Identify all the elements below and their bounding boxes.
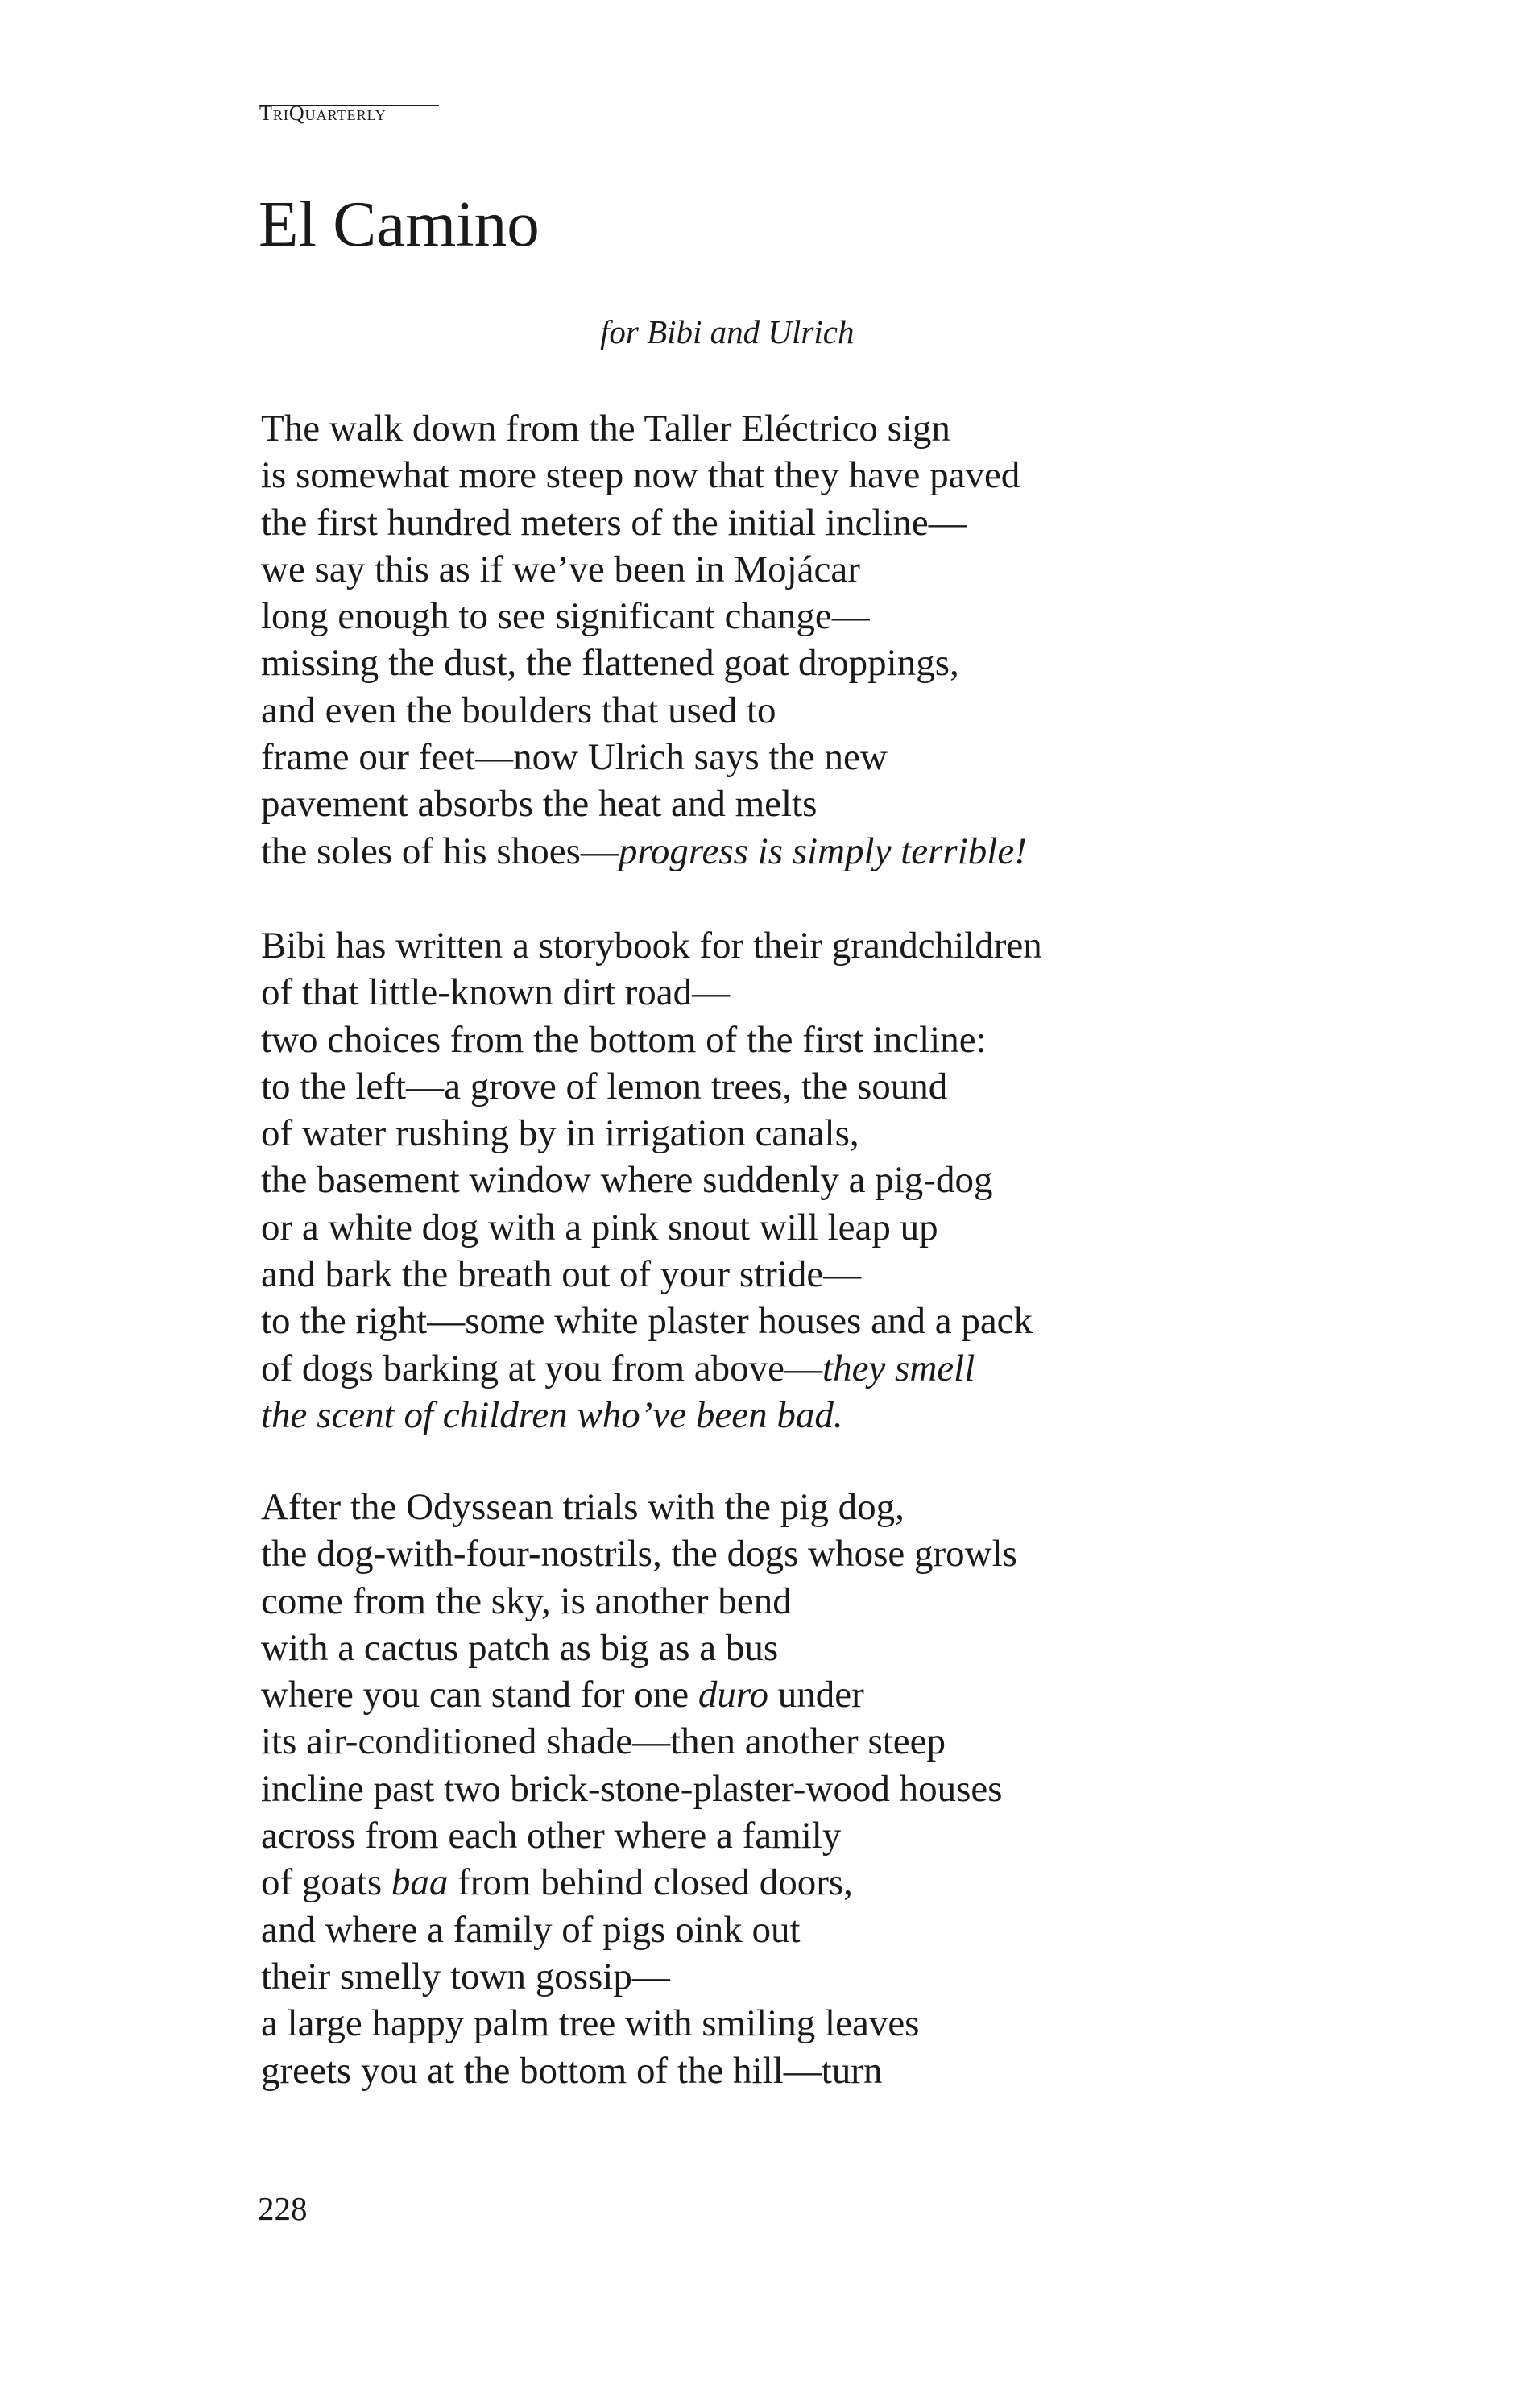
poem-line <box>261 828 1276 875</box>
poem-line-italic: duro <box>698 1674 768 1716</box>
poem-line-roman: under <box>768 1674 864 1716</box>
poem-line: missing the dust, the flattened goat droppings, <box>261 642 959 685</box>
poem-line: pavement absorbs the heat and melts <box>261 783 818 826</box>
poem-line: long enough to see significant change— <box>261 595 870 638</box>
poem-title: El Camino <box>259 188 540 260</box>
poem-line: the first hundred meters of the initial incline— <box>261 501 967 544</box>
poem-line <box>261 1345 1276 1392</box>
poem-line-italic: progress is simply terrible! <box>618 830 1027 872</box>
poem-line: we say this as if we’ve been in Mojácar <box>261 548 860 590</box>
running-head-rest: ri <box>272 101 289 125</box>
poem-line: is somewhat more steep now that they have paved <box>261 454 1020 497</box>
poem-line: and bark the breath out of your stride— <box>261 1253 862 1296</box>
stanza-2 <box>261 922 1276 1439</box>
page-number: 228 <box>258 2190 308 2227</box>
poem-line: the basement window where suddenly a pig-dog <box>261 1159 993 1202</box>
poem-line-italic: the scent of children who’ve been bad. <box>261 1393 843 1436</box>
poem-line <box>261 1392 1276 1439</box>
running-head-rest-2: uarterly <box>304 101 387 125</box>
poem-line: of water rushing by in irrigation canals, <box>261 1112 859 1155</box>
poem-line: frame our feet—now Ulrich says the new <box>261 736 888 779</box>
poem-line: to the left—a grove of lemon trees, the sound <box>261 1065 948 1107</box>
poem-line: to the right—some white plaster houses and a pack <box>261 1300 1033 1343</box>
poem-line: and even the boulders that used to <box>261 689 776 731</box>
poem-line: greets you at the bottom of the hill—turn <box>261 2049 883 2092</box>
poem-line: with a cactus patch as big as a bus <box>261 1626 779 1669</box>
poem-line-roman: from behind closed doors, <box>448 1861 853 1904</box>
poem-line-roman: of goats <box>261 1861 391 1904</box>
poem-line-italic: baa <box>391 1861 449 1904</box>
poem-dedication: for Bibi and Ulrich <box>600 313 855 350</box>
running-head-initial: T <box>259 101 273 125</box>
poem-line: The walk down from the Taller Eléctrico sign <box>261 408 950 449</box>
poem-line: across from each other where a family <box>261 1815 842 1857</box>
poem-line-italic: they smell <box>822 1347 975 1389</box>
poem-line: After the Odyssean trials with the pig dog, <box>261 1486 905 1528</box>
poem-line-roman: the soles of his shoes— <box>261 830 619 872</box>
poem-line: two choices from the bottom of the first incline: <box>261 1018 987 1061</box>
poem-line: come from the sky, is another bend <box>261 1579 792 1622</box>
poem-line <box>261 1859 1276 1906</box>
poem-line: and where a family of pigs oink out <box>261 1908 801 1951</box>
poem-line: their smelly town gossip— <box>261 1955 670 1998</box>
stanza-1 <box>261 405 1276 875</box>
poem-line: of that little-known dirt road— <box>261 971 731 1014</box>
poem-line-roman: where you can stand for one <box>261 1674 698 1716</box>
poem-line: its air-conditioned shade—then another steep <box>261 1720 946 1763</box>
stanza-3 <box>261 1484 1276 2094</box>
poem-line: or a white dog with a pink snout will leap up <box>261 1206 938 1248</box>
poem-line: Bibi has written a storybook for their grandchildren <box>261 925 1042 967</box>
poem-line-roman: of dogs barking at you from above— <box>261 1347 823 1389</box>
running-head-initial-2: Q <box>288 101 305 125</box>
poem-line: incline past two brick-stone-plaster-wood houses <box>261 1767 1003 1810</box>
poem-line: a large happy palm tree with smiling leaves <box>261 2002 920 2045</box>
running-head <box>259 103 387 124</box>
poem-line <box>261 1671 1276 1718</box>
poem-line: the dog-with-four-nostrils, the dogs whose growls <box>261 1533 1017 1575</box>
